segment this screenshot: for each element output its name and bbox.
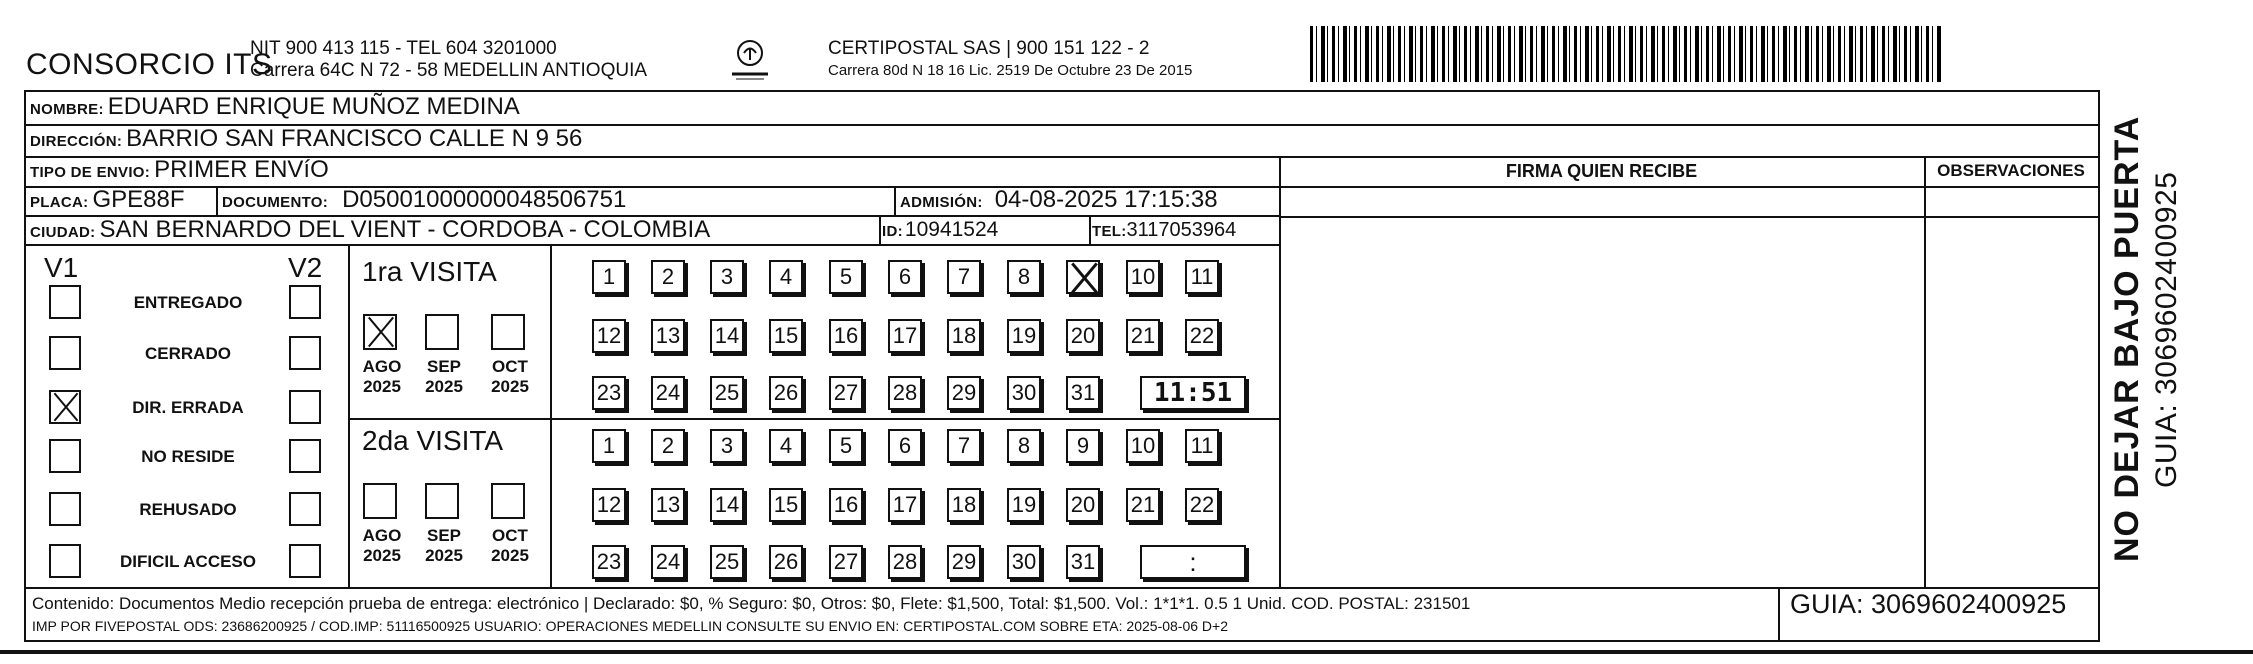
month-name: OCT [492, 357, 528, 376]
observaciones-header: OBSERVACIONES [1937, 161, 2085, 180]
day-box[interactable] [651, 376, 685, 410]
documento-label: DOCUMENTO: [222, 194, 329, 211]
status-label: DIR. ERRADA [132, 398, 244, 417]
v1-checkbox[interactable] [49, 439, 81, 473]
day-box[interactable] [710, 429, 744, 463]
day-number: 27 [833, 380, 859, 405]
month-year: 2025 [425, 546, 463, 565]
day-box[interactable] [769, 429, 803, 463]
day-number: 21 [1130, 492, 1156, 517]
day-box[interactable] [1126, 260, 1160, 294]
day-box[interactable] [1007, 488, 1041, 522]
status-label: NO RESIDE [141, 447, 235, 466]
day-number: 3 [720, 433, 734, 458]
divider [1924, 156, 1926, 587]
divider [1279, 156, 1281, 587]
day-number: 26 [773, 549, 799, 574]
day-number: 17 [892, 492, 918, 517]
ciudad-label: CIUDAD: [30, 224, 96, 241]
day-box[interactable] [829, 260, 863, 294]
day-number: 27 [833, 549, 859, 574]
admision-value: 04-08-2025 17:15:38 [994, 186, 1218, 213]
divider [216, 186, 218, 215]
day-box[interactable] [1126, 319, 1160, 353]
day-box[interactable] [1066, 376, 1100, 410]
month-checkbox[interactable] [363, 314, 397, 350]
day-number: 11 [1190, 433, 1214, 458]
day-box[interactable] [888, 376, 922, 410]
divider [1279, 216, 2098, 218]
day-box[interactable] [1185, 260, 1219, 294]
nombre-field [30, 93, 520, 121]
side-guia: GUIA: 3069602400925 [2150, 171, 2183, 488]
day-box[interactable] [1066, 319, 1100, 353]
month-year: 2025 [491, 377, 529, 396]
day-box[interactable] [888, 260, 922, 294]
day-number: 6 [898, 264, 912, 289]
v2-checkbox[interactable] [289, 390, 321, 424]
day-box[interactable] [651, 545, 685, 579]
day-number: 3 [720, 264, 734, 289]
tipo-envio-field [30, 156, 329, 184]
day-box[interactable] [1185, 319, 1219, 353]
company-address: Carrera 64C N 72 - 58 MEDELLIN ANTIOQUIA [250, 60, 648, 81]
month-checkbox[interactable] [363, 483, 397, 519]
divider [894, 186, 896, 215]
month-label [357, 526, 407, 566]
month-label [419, 357, 469, 397]
day-box[interactable] [888, 545, 922, 579]
nombre-value: EDUARD ENRIQUE MUÑOZ MEDINA [107, 93, 520, 120]
day-box[interactable] [1007, 260, 1041, 294]
day-number: 30 [1011, 549, 1037, 574]
day-box[interactable] [947, 488, 981, 522]
month-name: SEP [426, 357, 462, 376]
day-box[interactable] [829, 376, 863, 410]
divider [550, 244, 552, 587]
day-number: 28 [892, 549, 918, 574]
v1-checkbox[interactable] [49, 390, 81, 424]
day-number: 23 [596, 549, 622, 574]
day-number: 2 [661, 264, 675, 289]
day-number: 12 [596, 323, 622, 348]
divider [348, 418, 1279, 420]
day-number: 11 [1190, 264, 1214, 289]
tel-value: 3117053964 [1126, 219, 1237, 241]
day-number: 25 [714, 380, 740, 405]
day-box[interactable] [1066, 429, 1100, 463]
month-checkbox[interactable] [425, 483, 459, 519]
divider [348, 244, 350, 587]
divider [26, 156, 2098, 158]
id-field [882, 218, 998, 242]
v2-header: V2 [288, 252, 323, 283]
day-box[interactable] [947, 260, 981, 294]
certipostal-logo [728, 36, 772, 82]
company-name: CONSORCIO ITS [26, 48, 273, 81]
day-box[interactable] [1066, 260, 1100, 294]
ciudad-field [30, 216, 710, 244]
day-number: 15 [773, 492, 799, 517]
day-box[interactable] [888, 488, 922, 522]
day-box[interactable] [1185, 488, 1219, 522]
day-box[interactable] [710, 545, 744, 579]
day-number: 7 [957, 433, 971, 458]
side-warning: NO DEJAR BAJO PUERTA [2108, 115, 2146, 562]
day-number: 15 [773, 323, 799, 348]
day-number: 10 [1130, 264, 1156, 289]
company-info [250, 38, 647, 82]
divider [1778, 587, 1780, 642]
day-box[interactable] [769, 545, 803, 579]
day-box[interactable] [769, 376, 803, 410]
day-box[interactable] [769, 260, 803, 294]
day-number: 28 [892, 380, 918, 405]
month-name: OCT [492, 526, 528, 545]
day-box[interactable] [592, 429, 626, 463]
certipostal-nit: CERTIPOSTAL SAS | 900 151 122 - 2 [828, 38, 1150, 59]
day-number: 18 [951, 492, 977, 517]
day-number: 30 [1011, 380, 1037, 405]
divider [879, 215, 881, 244]
admision-field [900, 186, 1218, 214]
day-number: 24 [655, 549, 681, 574]
day-number: 12 [596, 492, 622, 517]
month-label [419, 526, 469, 566]
day-number: 8 [1017, 264, 1031, 289]
day-number: 19 [1011, 492, 1037, 517]
status-label: REHUSADO [139, 500, 237, 519]
day-number: 5 [839, 264, 853, 289]
nombre-label: NOMBRE: [30, 101, 104, 118]
day-box[interactable] [651, 488, 685, 522]
month-checkbox[interactable] [491, 483, 525, 519]
day-number: 29 [951, 549, 977, 574]
day-number: 8 [1017, 433, 1031, 458]
day-box[interactable] [769, 488, 803, 522]
month-year: 2025 [425, 377, 463, 396]
time-field[interactable]: : [1140, 545, 1246, 579]
day-number: 13 [655, 492, 681, 517]
id-value: 10941524 [904, 218, 999, 241]
documento-field [222, 186, 626, 214]
status-label: CERRADO [145, 344, 231, 363]
day-box[interactable] [947, 429, 981, 463]
tel-label: TEL: [1092, 223, 1127, 240]
day-number: 10 [1130, 433, 1156, 458]
day-number: 13 [655, 323, 681, 348]
day-number: 31 [1070, 549, 1096, 574]
day-box[interactable] [710, 319, 744, 353]
day-number: 2 [661, 433, 675, 458]
day-box[interactable] [651, 319, 685, 353]
id-label: ID: [882, 223, 903, 240]
month-year: 2025 [363, 377, 401, 396]
day-number: 14 [714, 323, 740, 348]
day-box[interactable] [947, 319, 981, 353]
month-name: AGO [362, 526, 402, 545]
v2-checkbox[interactable] [289, 336, 321, 370]
day-box[interactable] [947, 376, 981, 410]
placa-value: GPE88F [92, 186, 185, 213]
day-box[interactable] [829, 545, 863, 579]
day-box[interactable] [947, 545, 981, 579]
day-number: 5 [839, 433, 853, 458]
day-number: 20 [1070, 323, 1096, 348]
month-name: AGO [362, 357, 402, 376]
day-number: 21 [1130, 323, 1156, 348]
day-box[interactable] [829, 488, 863, 522]
v1-checkbox[interactable] [49, 492, 81, 526]
day-box[interactable] [592, 488, 626, 522]
placa-field [30, 186, 185, 214]
day-box[interactable] [651, 429, 685, 463]
bottom-rule [0, 650, 2253, 654]
month-name: SEP [426, 526, 462, 545]
v1-header: V1 [44, 252, 79, 283]
footer-imp: IMP POR FIVEPOSTAL ODS: 23686200925 / COD.IMP: 51116500925 USUARIO: OPERACIONES MEDELLIN CONSULTE SU ENVIO EN: CERTIPOSTAL.COM SOBRE ETA: 2025-08-06 D+2 [32, 618, 1229, 634]
day-box[interactable] [651, 260, 685, 294]
day-box[interactable] [1126, 429, 1160, 463]
month-checkbox[interactable] [491, 314, 525, 350]
status-label: ENTREGADO [133, 293, 243, 312]
month-label [485, 357, 535, 397]
day-box[interactable] [829, 319, 863, 353]
day-box[interactable] [1007, 319, 1041, 353]
day-box[interactable] [888, 319, 922, 353]
v1-checkbox[interactable] [49, 285, 81, 319]
v2-checkbox[interactable] [289, 544, 321, 578]
month-year: 2025 [491, 546, 529, 565]
day-number: 9 [1076, 433, 1090, 458]
day-number: 4 [779, 433, 793, 458]
v2-checkbox[interactable] [289, 285, 321, 319]
day-box[interactable] [888, 429, 922, 463]
day-box[interactable] [1007, 376, 1041, 410]
v1-checkbox[interactable] [49, 544, 81, 578]
tipo-envio-value: PRIMER ENVíO [154, 156, 329, 183]
documento-value: D05001000000048506751 [342, 186, 627, 213]
day-number: 6 [898, 433, 912, 458]
v2-checkbox[interactable] [289, 492, 321, 526]
day-box[interactable] [1066, 545, 1100, 579]
visit-title: 1ra VISITA [362, 256, 497, 287]
day-number: 25 [714, 549, 740, 574]
month-year: 2025 [363, 546, 401, 565]
day-number: 24 [655, 380, 681, 405]
time-field[interactable]: 11:51 [1140, 376, 1246, 410]
day-number: 20 [1070, 492, 1096, 517]
certipostal-info [828, 38, 1192, 82]
certipostal-address: Carrera 80d N 18 16 Lic. 2519 De Octubre 23 De 2015 [828, 62, 1193, 79]
day-box[interactable] [710, 376, 744, 410]
day-number: 4 [779, 264, 793, 289]
footer-guia: GUIA: 3069602400925 [1790, 589, 2067, 619]
day-number: 18 [951, 323, 977, 348]
day-number: 22 [1189, 492, 1215, 517]
firma-header: FIRMA QUIEN RECIBE [1505, 161, 1698, 181]
status-label: DIFICIL ACCESO [119, 552, 256, 571]
day-number: 14 [714, 492, 740, 517]
day-box[interactable] [1126, 488, 1160, 522]
day-box[interactable] [592, 319, 626, 353]
day-number: 16 [833, 323, 859, 348]
v2-checkbox[interactable] [289, 439, 321, 473]
day-number: 26 [773, 380, 799, 405]
footer-contenido: Contenido: Documentos Medio recepción prueba de entrega: electrónico | Declarado: $0, % Seguro: $0, Otros: $0, Flete: $1,500, Total: $1,500. Vol.: 1*1*1. 0.5 1 Unid. COD. POSTAL: 231501 [32, 594, 1471, 613]
day-box[interactable] [1007, 545, 1041, 579]
day-number: 17 [892, 323, 918, 348]
day-number: 16 [833, 492, 859, 517]
day-number: 7 [957, 264, 971, 289]
divider [1089, 215, 1091, 244]
tel-field [1092, 219, 1236, 242]
visit-title: 2da VISITA [362, 425, 504, 456]
ciudad-value: SAN BERNARDO DEL VIENT - CORDOBA - COLOMBIA [99, 216, 711, 243]
v1-checkbox[interactable] [49, 336, 81, 370]
day-number: 29 [951, 380, 977, 405]
divider [26, 587, 2098, 589]
day-box[interactable] [592, 376, 626, 410]
month-checkbox[interactable] [425, 314, 459, 350]
month-label [485, 526, 535, 566]
placa-label: PLACA: [30, 194, 89, 211]
admision-label: ADMISIÓN: [900, 194, 983, 211]
day-number: 1 [602, 264, 616, 289]
day-box[interactable] [592, 260, 626, 294]
direccion-field [30, 125, 582, 153]
direccion-label: DIRECCIÓN: [30, 133, 123, 150]
day-box[interactable] [829, 429, 863, 463]
day-box[interactable] [1066, 488, 1100, 522]
day-box[interactable] [769, 319, 803, 353]
barcode [1310, 26, 1942, 82]
divider [26, 244, 1279, 246]
divider [1279, 186, 2098, 188]
direccion-value: BARRIO SAN FRANCISCO CALLE N 9 56 [126, 125, 583, 152]
day-number: 23 [596, 380, 622, 405]
day-box[interactable] [710, 260, 744, 294]
day-number: 22 [1189, 323, 1215, 348]
month-label [357, 357, 407, 397]
day-box[interactable] [710, 488, 744, 522]
day-box[interactable] [1185, 429, 1219, 463]
tipo-envio-label: TIPO DE ENVIO: [30, 164, 151, 181]
day-number: 31 [1070, 380, 1096, 405]
day-box[interactable] [1007, 429, 1041, 463]
day-box[interactable] [592, 545, 626, 579]
day-number: 19 [1011, 323, 1037, 348]
day-number: 1 [602, 433, 616, 458]
company-nit: NIT 900 413 115 - TEL 604 3201000 [250, 38, 557, 59]
